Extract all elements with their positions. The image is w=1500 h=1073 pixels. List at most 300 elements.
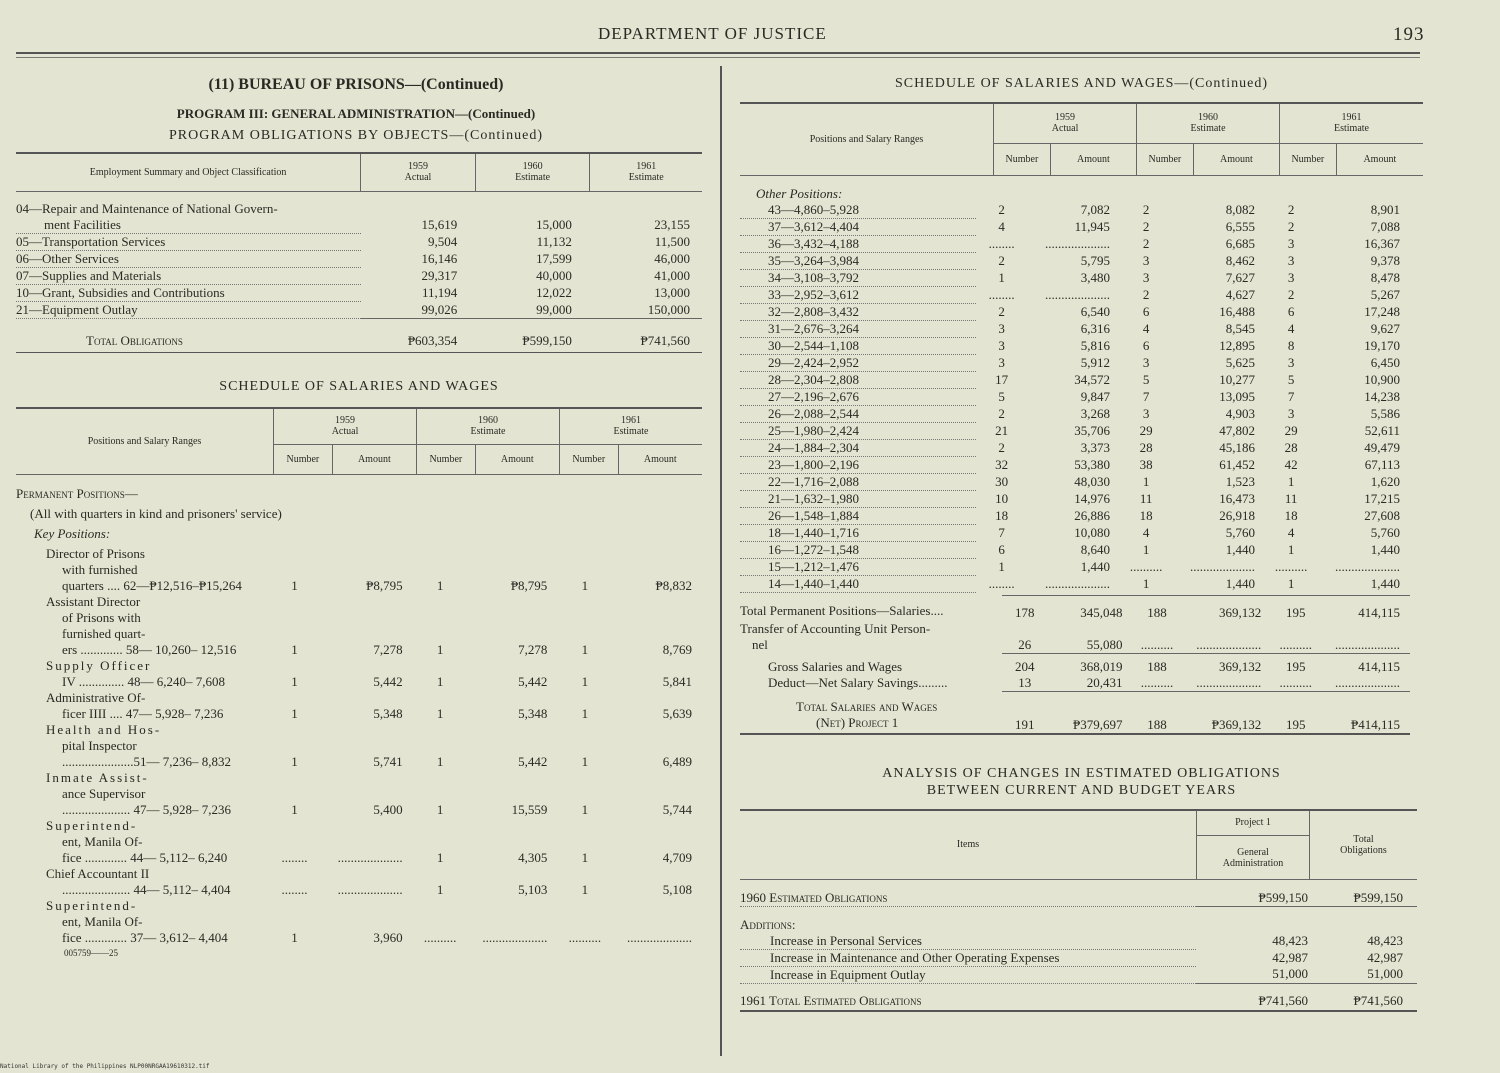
amount-cell: 61,452	[1219, 456, 1255, 472]
number-cell: 3	[1142, 405, 1150, 421]
amount-cell: 1,440	[1225, 575, 1255, 591]
number-cell: 1	[291, 754, 298, 769]
amount-cell: 6,489	[662, 754, 692, 769]
amount-cell: 8,478	[1370, 269, 1400, 285]
est-1961-label: 1961 Total Estimated Obligations	[740, 991, 1196, 1011]
amount-cell: 49,479	[1364, 439, 1400, 455]
position-label-line: Director of Prisons	[46, 546, 145, 561]
number-cell: ..........	[568, 930, 602, 945]
number-cell: 1	[1142, 473, 1150, 489]
totals-label	[740, 601, 1002, 621]
position-label-line: ......................51— 7,236– 8,832	[62, 754, 231, 769]
amount-cell: ....................	[1335, 675, 1400, 690]
number-cell: 204	[1015, 659, 1035, 674]
totals-label	[740, 621, 1002, 653]
table-row	[16, 285, 702, 302]
amount-cell: 5,841	[662, 674, 692, 689]
col-amount: Amount	[475, 444, 559, 474]
table-row	[16, 234, 702, 251]
number-cell: 2	[1142, 201, 1150, 217]
number-cell: 1	[1142, 541, 1150, 557]
amount-cell: 34,572	[1074, 371, 1110, 387]
position-label-line: Assistant Director	[46, 594, 141, 609]
program-title: PROGRAM III: GENERAL ADMINISTRATION—(Continued)	[176, 106, 536, 121]
key-position-row	[16, 818, 702, 866]
number-cell: 1	[1287, 473, 1295, 489]
position-label-line: fice ............. 37— 3,612– 4,404	[62, 930, 228, 945]
salary-range: 18—1,440–1,716	[740, 524, 976, 541]
amount-cell: 7,082	[1080, 201, 1110, 217]
left-column	[16, 76, 702, 958]
position-label-line: ance Supervisor	[62, 786, 146, 801]
obj-head-1960: 1960 Estimate	[475, 153, 590, 191]
value-1960: 11,132	[536, 234, 572, 249]
number-cell: ..........	[1129, 558, 1163, 574]
salaries-continued-head	[740, 102, 1423, 176]
number-cell: 1	[291, 578, 298, 593]
table-row	[740, 991, 1417, 1011]
addition-general: 51,000	[1272, 966, 1308, 982]
number-cell: 3	[998, 320, 1005, 336]
est-1961-total: ₱741,560	[1353, 992, 1403, 1008]
amount-cell: 7,278	[518, 642, 548, 657]
table-row	[740, 439, 1410, 456]
amount-cell: 5,348	[518, 706, 548, 721]
amount-cell: 53,380	[1074, 456, 1110, 472]
table-row	[740, 890, 1417, 907]
value-1960: 12,022	[536, 285, 572, 300]
position-label-line: ..................... 47— 5,928– 7,236	[62, 802, 231, 817]
number-cell: 4	[998, 218, 1005, 234]
number-cell: 1	[436, 674, 444, 689]
amount-cell: 5,442	[518, 674, 548, 689]
number-cell: 3	[1287, 235, 1295, 251]
amount-cell: ₱8,832	[655, 578, 692, 593]
table-row	[740, 473, 1410, 490]
amount-cell: 26,886	[1074, 507, 1110, 523]
number-cell: 2	[1287, 218, 1295, 234]
salary-range: 29—2,424–2,952	[740, 354, 976, 371]
amount-cell: 6,450	[1370, 354, 1400, 370]
col-number: Number	[417, 444, 476, 474]
header-rule-thin	[16, 57, 1420, 58]
table-row	[740, 558, 1410, 575]
number-cell: 18	[1139, 507, 1153, 523]
number-cell: 188	[1147, 716, 1167, 732]
addition-label: Increase in Personal Services	[740, 933, 1196, 950]
sal-head-1960: 1960 Estimate	[1137, 103, 1280, 143]
amount-cell: 5,586	[1370, 405, 1400, 421]
col-amount: Amount	[618, 444, 702, 474]
amount-cell: ....................	[1335, 558, 1400, 574]
number-cell: 2	[998, 303, 1005, 319]
position-label	[16, 818, 266, 866]
totals-label-line: nel	[752, 637, 768, 652]
page-number: 193	[1393, 24, 1425, 45]
object-classification-table	[16, 152, 702, 353]
amount-cell: 7,088	[1370, 218, 1400, 234]
amount-cell: 5,744	[662, 802, 692, 817]
number-cell: 1	[291, 642, 298, 657]
number-cell: 2	[998, 201, 1005, 217]
total-1960: ₱599,150	[522, 333, 572, 349]
number-cell: 26	[1018, 636, 1032, 652]
salary-totals-table	[740, 595, 1410, 735]
amount-cell: 47,802	[1219, 422, 1255, 438]
amount-cell: ....................	[482, 930, 548, 945]
value-1959: 16,146	[421, 251, 458, 266]
table-row	[740, 405, 1410, 422]
number-cell: 4	[1142, 524, 1150, 540]
amount-cell: 14,976	[1074, 490, 1110, 506]
number-cell: 1	[1287, 541, 1295, 557]
salary-range: 26—1,548–1,884	[740, 507, 976, 524]
row-label: 07—Supplies and Materials	[16, 268, 361, 285]
amount-cell: 5,442	[518, 754, 548, 769]
salary-range: 14—1,440–1,440	[740, 575, 976, 592]
number-cell: 3	[1287, 354, 1295, 370]
number-cell: 28	[1284, 439, 1298, 455]
table-row	[16, 302, 702, 319]
amount-cell: 9,627	[1370, 320, 1400, 336]
amount-cell: 35,706	[1074, 422, 1110, 438]
amount-cell: 345,048	[1080, 605, 1123, 620]
row-label: ment Facilities	[16, 217, 361, 234]
amount-cell: 6,685	[1225, 235, 1255, 251]
number-cell: 6	[998, 541, 1005, 557]
amount-cell: 1,440	[1370, 541, 1400, 557]
amount-cell: 16,473	[1219, 490, 1255, 506]
number-cell: 6	[1287, 303, 1295, 319]
number-cell: 1	[581, 674, 589, 689]
number-cell: 13	[1018, 675, 1032, 690]
position-label-line: Chief Accountant II	[46, 866, 150, 881]
salary-range: 26—2,088–2,544	[740, 405, 976, 422]
table-row	[16, 251, 702, 268]
number-cell: 10	[995, 490, 1009, 506]
key-position-row	[16, 866, 702, 898]
number-cell: 1	[291, 706, 298, 721]
col-number: Number	[1137, 143, 1194, 175]
number-cell: ........	[281, 850, 308, 865]
amount-cell: 414,115	[1358, 659, 1400, 674]
table-row	[740, 235, 1410, 252]
total-1961: ₱741,560	[640, 333, 690, 349]
additions-heading: Additions:	[740, 916, 796, 932]
salary-range: 27—2,196–2,676	[740, 388, 976, 405]
number-cell: 1	[581, 850, 589, 865]
number-cell: 1	[436, 850, 444, 865]
table-row	[740, 507, 1410, 524]
number-cell: 11	[1139, 490, 1153, 506]
amount-cell: ₱8,795	[366, 578, 403, 593]
number-cell: 2	[998, 439, 1005, 455]
number-cell: 28	[1139, 439, 1153, 455]
amount-cell: 10,900	[1364, 371, 1400, 387]
bureau-title: (11) BUREAU OF PRISONS—(Continued)	[208, 76, 504, 93]
position-label-line: Superintend-	[46, 898, 138, 913]
salaries-continued-title: SCHEDULE OF SALARIES AND WAGES—(Continued)	[894, 76, 1269, 91]
value-1960: 99,000	[536, 301, 572, 317]
amount-cell: 5,108	[662, 882, 692, 897]
number-cell: 1	[998, 558, 1005, 574]
number-cell: 3	[1142, 269, 1150, 285]
key-position-row	[16, 546, 702, 594]
amount-cell: 1,523	[1225, 473, 1255, 489]
position-label	[16, 546, 266, 594]
amount-cell: 369,132	[1218, 605, 1262, 620]
number-cell: 29	[1139, 422, 1153, 438]
amount-cell: ....................	[1196, 636, 1262, 652]
other-positions-table	[740, 202, 1410, 593]
addition-general: 42,987	[1272, 949, 1308, 965]
number-cell: 2	[998, 252, 1005, 268]
amount-cell: 1,440	[1370, 575, 1400, 591]
amount-cell: 5,625	[1225, 354, 1255, 370]
number-cell: 1	[581, 754, 589, 769]
est-1960-label: 1960 Estimated Obligations	[740, 890, 1196, 907]
amount-cell: 8,082	[1225, 201, 1255, 217]
number-cell: 4	[1287, 524, 1295, 540]
position-label	[16, 690, 266, 722]
analysis-title-line1: ANALYSIS OF CHANGES IN ESTIMATED OBLIGATIONS	[882, 765, 1281, 781]
amount-cell: ....................	[1044, 286, 1110, 302]
salary-range: 31—2,676–3,264	[740, 320, 976, 337]
position-label-line: Supply Officer	[46, 658, 152, 673]
value-1961: 41,000	[654, 268, 690, 283]
totals-label	[740, 659, 1002, 675]
est-1960-general: ₱599,150	[1258, 890, 1308, 905]
amount-cell: 5,348	[373, 706, 403, 721]
amount-cell: 6,540	[1080, 303, 1110, 319]
salary-range: 32—2,808–3,432	[740, 303, 976, 320]
sal-head-1959: 1959 Actual	[994, 103, 1137, 143]
position-label-line: fice ............. 44— 5,112– 6,240	[62, 850, 228, 865]
obj-head-1961: 1961 Estimate	[628, 161, 664, 184]
number-cell: ..........	[1140, 675, 1174, 690]
table-row	[740, 269, 1410, 286]
number-cell: ..........	[1274, 558, 1308, 574]
sal-head-1961: 1961 Estimate	[1280, 103, 1424, 143]
amount-cell: 6,555	[1225, 218, 1255, 234]
an-head-total: Total Obligations	[1340, 833, 1387, 856]
totals-row	[740, 621, 1410, 653]
position-label-line: quarters .... 62—₱12,516–₱15,264	[62, 578, 242, 593]
amount-cell: 3,960	[373, 930, 403, 945]
value-1961: 11,500	[654, 234, 690, 249]
amount-cell: 1,440	[1225, 541, 1255, 557]
obj-head-1959: 1959 Actual	[361, 153, 476, 191]
number-cell: ........	[988, 575, 1015, 591]
position-label-line: ..................... 44— 5,112– 4,404	[62, 882, 231, 897]
key-position-row	[16, 594, 702, 658]
position-label-line: ent, Manila Of-	[62, 834, 143, 849]
number-cell: 5	[1142, 371, 1150, 387]
addition-total: 42,987	[1367, 949, 1403, 965]
amount-cell: 368,019	[1080, 659, 1123, 674]
amount-cell: 20,431	[1086, 675, 1123, 690]
table-row	[16, 268, 702, 285]
totals-label-line: Gross Salaries and Wages	[768, 659, 903, 674]
amount-cell: 45,186	[1219, 439, 1255, 455]
amount-cell: 8,545	[1225, 320, 1255, 336]
totals-row	[740, 659, 1410, 675]
amount-cell: 7,278	[373, 642, 403, 657]
amount-cell: 13,095	[1219, 388, 1255, 404]
number-cell: 188	[1147, 605, 1167, 620]
table-row	[740, 575, 1410, 592]
totals-label-line: Total Permanent Positions—Salaries....	[740, 603, 944, 618]
amount-cell: ....................	[627, 930, 692, 945]
number-cell: 18	[995, 507, 1009, 523]
amount-cell: 6,316	[1080, 320, 1110, 336]
amount-cell: 55,080	[1086, 636, 1123, 652]
amount-cell: 67,113	[1364, 456, 1400, 472]
salary-range: 28—2,304–2,808	[740, 371, 976, 388]
amount-cell: 8,769	[662, 642, 692, 657]
number-cell: 5	[1287, 371, 1295, 387]
number-cell: 191	[1015, 716, 1035, 732]
amount-cell: 3,268	[1080, 405, 1110, 421]
number-cell: 17	[995, 371, 1009, 387]
quarters-note: (All with quarters in kind and prisoners' service)	[30, 506, 282, 521]
totals-label-line: Transfer of Accounting Unit Person-	[740, 621, 931, 636]
amount-cell: ....................	[1196, 675, 1262, 690]
col-amount: Amount	[1193, 143, 1279, 175]
number-cell: 21	[995, 422, 1009, 438]
table-row	[740, 524, 1410, 541]
number-cell: 1	[436, 578, 444, 593]
addition-label: Increase in Maintenance and Other Operating Expenses	[740, 949, 1196, 966]
an-head-project: Project 1	[1197, 810, 1310, 836]
table-row	[16, 201, 702, 217]
amount-cell: 4,709	[662, 850, 692, 865]
amount-cell: 5,267	[1370, 286, 1400, 302]
value-1959: 29,317	[421, 268, 458, 283]
number-cell: 1	[581, 802, 589, 817]
amount-cell: 11,945	[1074, 218, 1110, 234]
salary-range: 15—1,212–1,476	[740, 558, 976, 575]
amount-cell: 5,103	[518, 882, 548, 897]
number-cell: 30	[995, 473, 1009, 489]
amount-cell: 8,640	[1080, 541, 1110, 557]
number-cell: 1	[581, 642, 589, 657]
number-cell: 3	[1142, 354, 1150, 370]
number-cell: 1	[581, 882, 589, 897]
value-1960: 17,599	[536, 251, 572, 266]
key-position-row	[16, 898, 702, 946]
row-label: 06—Other Services	[16, 251, 361, 268]
table-row	[740, 371, 1410, 388]
table-row	[740, 303, 1410, 320]
amount-cell: 27,608	[1364, 507, 1400, 523]
amount-cell: 5,760	[1370, 524, 1400, 540]
row-label: 10—Grant, Subsidies and Contributions	[16, 285, 361, 302]
number-cell: 2	[1287, 286, 1295, 302]
amount-cell: ₱379,697	[1072, 716, 1123, 732]
number-cell: ........	[281, 882, 308, 897]
totals-label	[740, 698, 1002, 734]
footnote: 005759——25	[64, 948, 118, 958]
number-cell: 195	[1285, 605, 1306, 620]
amount-cell: 7,627	[1225, 269, 1255, 285]
amount-cell: ....................	[337, 882, 403, 897]
department-heading: DEPARTMENT OF JUSTICE	[598, 24, 827, 43]
table-row	[740, 456, 1410, 473]
totals-label	[740, 675, 1002, 692]
position-label-line: Administrative Of-	[46, 690, 146, 705]
number-cell: 178	[1015, 605, 1035, 620]
salary-range: 21—1,632–1,980	[740, 490, 976, 507]
amount-cell: 26,918	[1219, 507, 1255, 523]
number-cell: 4	[1142, 320, 1150, 336]
table-row	[740, 218, 1410, 235]
row-label: 05—Transportation Services	[16, 234, 361, 251]
row-label: 21—Equipment Outlay	[16, 302, 361, 319]
position-label	[16, 722, 266, 770]
column-divider	[720, 66, 722, 1056]
number-cell: ..........	[1140, 636, 1174, 652]
amount-cell: 5,741	[373, 754, 403, 769]
col-amount: Amount	[1050, 143, 1136, 175]
value-1961: 13,000	[654, 285, 690, 300]
sal-head-1960: 1960 Estimate	[417, 408, 560, 444]
amount-cell: 8,901	[1370, 201, 1400, 217]
amount-cell: 4,627	[1225, 286, 1255, 302]
number-cell: 3	[1287, 269, 1295, 285]
amount-cell: 5,639	[662, 706, 692, 721]
number-cell: 2	[1142, 218, 1150, 234]
amount-cell: ....................	[1335, 636, 1400, 652]
salaries-table	[16, 407, 702, 486]
est-1960-total: ₱599,150	[1353, 890, 1403, 905]
value-1959: 99,026	[421, 301, 458, 317]
amount-cell: ....................	[1044, 235, 1110, 251]
analysis-title	[740, 765, 1423, 799]
salaries-title: SCHEDULE OF SALARIES AND WAGES	[219, 379, 499, 394]
sal-head-1961: 1961 Estimate	[559, 408, 702, 444]
amount-cell: 17,248	[1364, 303, 1400, 319]
position-label	[16, 594, 266, 658]
sal-head-1959: 1959 Actual	[274, 408, 417, 444]
total-row	[16, 331, 702, 353]
amount-cell: ....................	[1044, 575, 1110, 591]
amount-cell: 12,895	[1219, 337, 1255, 353]
analysis-table	[740, 880, 1417, 1012]
table-row	[740, 337, 1410, 354]
obj-head-label: Employment Summary and Object Classification	[16, 153, 361, 191]
number-cell: 32	[995, 456, 1009, 472]
number-cell: 1	[1287, 575, 1295, 591]
totals-label-line: Deduct—Net Salary Savings.........	[768, 675, 948, 691]
salary-range: 34—3,108–3,792	[740, 269, 976, 286]
number-cell: 6	[1142, 303, 1150, 319]
amount-cell: 1,620	[1370, 473, 1400, 489]
col-number: Number	[559, 444, 618, 474]
sal-head-positions: Positions and Salary Ranges	[16, 408, 274, 474]
salary-range: 24—1,884–2,304	[740, 439, 976, 456]
number-cell: 7	[1287, 388, 1295, 404]
addition-label: Increase in Equipment Outlay	[740, 966, 1196, 983]
an-head-general: General Administration	[1197, 836, 1310, 880]
table-row	[740, 949, 1417, 966]
amount-cell: 10,277	[1219, 371, 1255, 387]
est-1961-general: ₱741,560	[1258, 992, 1308, 1008]
number-cell: 4	[1287, 320, 1295, 336]
amount-cell: 17,215	[1364, 490, 1400, 506]
salary-range: 30—2,544–1,108	[740, 337, 976, 354]
value-1961: 23,155	[654, 217, 690, 233]
